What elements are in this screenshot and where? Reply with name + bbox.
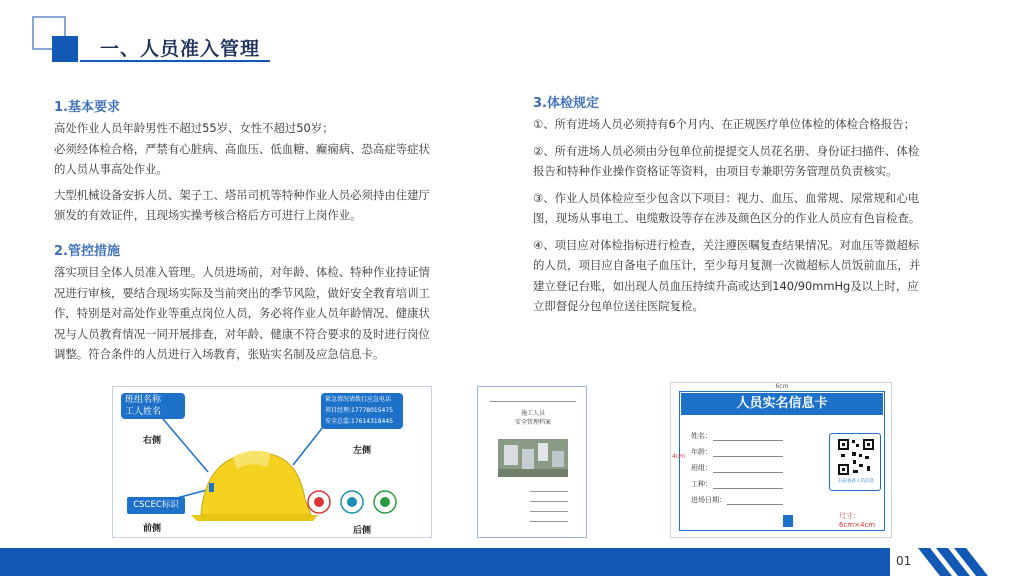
text-line: 的人员从事高处作业。 [54, 162, 168, 176]
footer-chevron-decoration [918, 544, 988, 576]
section-heading-control-measures: 2.管控措施 [54, 244, 120, 259]
text-line: 调整。符合条件的人员进行入场教育，张贴实名制及应急信息卡。 [54, 347, 385, 361]
text-line: 高处作业人员年龄男性不超过55岁、女性不超过50岁； [54, 121, 334, 135]
front-side-label: 前侧 [143, 524, 162, 534]
card-field-team: 班组： [691, 464, 712, 472]
emergency-contact-title: 紧急情况请拨打应急电话 [325, 396, 392, 403]
card-field-trade: 工种： [691, 480, 712, 488]
text-line: ④、项目应对体检指标进行检查，关注遵医嘱复查结果情况。对血压等微超标 [533, 237, 920, 252]
card-field-age: 年龄： [691, 448, 712, 456]
card-field-entry-date: 进场日期： [691, 496, 726, 504]
rule-item [533, 141, 973, 182]
qr-caption: 扫码查看人员信息 [838, 479, 874, 484]
section-body-control-measures [54, 262, 484, 365]
card-field-line [713, 456, 783, 457]
right-side-label: 右侧 [143, 436, 162, 446]
cover-title [478, 409, 587, 427]
section-body-medical-rules [533, 114, 973, 317]
qr-code-icon [837, 438, 875, 476]
safety-director-phone: 安全总监:17614318445 [325, 418, 394, 425]
title-underline [80, 60, 270, 62]
helmet-illustration [113, 387, 432, 538]
cscec-logo-label: CSCEC标识 [127, 497, 185, 514]
helmet-layout-figure [112, 386, 432, 538]
qr-code-frame [829, 433, 881, 491]
card-field-name: 姓名： [691, 432, 712, 440]
cover-field-line [530, 491, 568, 492]
text-line: 作，特别是对高处作业等重点岗位人员，务必将作业人员年龄情况、健康状 [54, 306, 430, 320]
card-field-line [727, 504, 783, 505]
text-line: 必须经体检合格，严禁有心脏病、高血压、低血糖、癫痫病、恐高症等症状 [54, 141, 430, 156]
text-line: 落实项目全体人员准入管理。人员进场前，对年龄、体检、特种作业持证情 [54, 265, 430, 279]
rule-item [533, 114, 973, 135]
real-name-info-card [670, 382, 892, 538]
text-line: 况进行审核，要结合现场实际及当前突出的季节风险，做好安全教育培训工 [54, 285, 430, 300]
text-line: ③、作业人员体检应至少包含以下项目：视力、血压、血常规、尿常规和心电 [533, 190, 920, 205]
card-field-line [713, 440, 783, 441]
cover-title-line: 施工人员 [520, 410, 545, 417]
text-line: 图，现场从事电工、电缆敷设等存在涉及颜色区分的作业人员应有色盲检查。 [533, 211, 921, 225]
cover-top-rule [490, 401, 576, 402]
text-line: 的人员，项目应自备电子血压计，至少每月复测一次微超标人员饭前血压，并 [533, 258, 921, 272]
rule-item [533, 188, 973, 229]
text-line: 报告和特种作业操作资格证等资料，由项目专兼职劳务管理员负责核实。 [533, 164, 898, 178]
project-manager-phone: 项目经理:17778015475 [325, 407, 394, 414]
worker-name-text: 工人姓名 [125, 407, 162, 417]
team-name-text: 班组名称 [125, 395, 162, 405]
card-logo [783, 515, 793, 527]
rule-item [533, 235, 973, 317]
page-number: 01 [896, 554, 912, 568]
title-decoration-square [52, 36, 78, 62]
page-title: 一、人员准入管理 [100, 38, 261, 60]
text-line: 颁发的有效证件，且现场实操考核合格后方可进行上岗作业。 [54, 208, 362, 222]
card-field-line [713, 472, 783, 473]
back-side-label: 后侧 [353, 526, 372, 536]
cover-title-line: 安全管理档案 [514, 419, 551, 426]
section-body-basic-requirements [54, 118, 484, 226]
card-size-note: 尺寸：6cm×4cm [839, 512, 876, 529]
card-field-line [713, 488, 783, 489]
card-title: 人员实名信息卡 [681, 393, 883, 415]
text-line: 建立登记台账，如出现人员血压持续升高或达到140/90mmHg及以上时，应 [533, 278, 919, 293]
text-line: 大型机械设备安拆人员、架子工、塔吊司机等特种作业人员必须持由住建厅 [54, 187, 430, 202]
card-height-dimension: 4cm [672, 453, 685, 460]
text-line: ②、所有进场人员必须由分包单位前提提交人员花名册、身份证扫描件、体检 [533, 143, 920, 158]
text-line: 况与人员教育情况一同开展排查，对年龄、健康不符合要求的及时进行岗位 [54, 326, 430, 341]
footer-bar [0, 548, 890, 576]
card-width-dimension: 6cm [775, 383, 789, 390]
cover-field-line [530, 521, 568, 522]
section-heading-basic-requirements: 1.基本要求 [54, 100, 120, 115]
text-line: ①、所有进场人员必须持有6个月内、在正规医疗单位体检的体检合格报告； [533, 117, 915, 131]
left-side-label: 左侧 [353, 446, 372, 456]
safety-archive-cover [477, 386, 587, 538]
cover-field-line [530, 511, 568, 512]
text-line: 立即督促分包单位送往医院复检。 [533, 299, 704, 313]
section-heading-medical-rules: 3.体检规定 [533, 96, 599, 111]
site-aerial-photo [498, 439, 568, 477]
cover-field-line [530, 501, 568, 502]
